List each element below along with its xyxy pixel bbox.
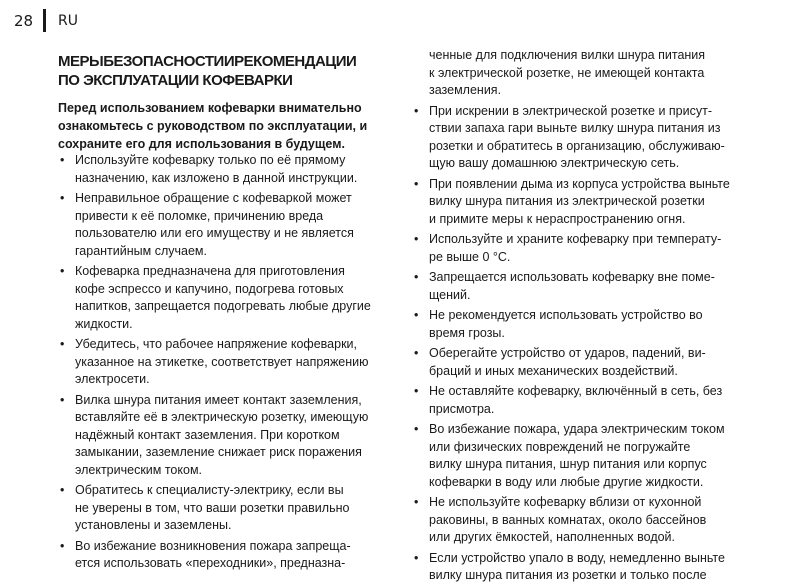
right-bullet-list (412, 47, 752, 588)
section-title: МЕРЫБЕЗОПАСНОСТИИРЕКОМЕНДАЦИИ ПО ЭКСПЛУАТАЦИИ КОФЕВАРКИ (58, 53, 357, 89)
list-item: • Используйте и храните кофеварку при температу- ре выше 0 °C. (412, 231, 752, 266)
list-item: • Убедитесь, что рабочее напряжение кофеварки, указанное на этикетке, соответствует напряжению электросети. (58, 336, 388, 389)
list-item: • Неправильное обращение с кофеваркой может привести к её поломке, причинению вреда пользователю или его имуществу и не является гарантийным случаем. (58, 190, 388, 260)
list-item: • Оберегайте устройство от ударов, падений, ви- браций и иных механических воздействий. (412, 345, 752, 380)
list-item: • При появлении дыма из корпуса устройства выньте вилку шнура питания из электрической розетки и примите меры к нераспространению огня. (412, 176, 752, 229)
list-item: • Не используйте кофеварку вблизи от кухонной раковины, в ванных комнатах, около бассейнов или других ёмкостей, наполненных водой. (412, 494, 752, 547)
intro-paragraph: Перед использованием кофеварки внимательно ознакомьтесь с руководством по эксплуатации, и сохраните его для использования в будущем. (58, 101, 368, 151)
list-item: • Во избежание возникновения пожара запреща- ется использовать «переходники», предназна- (58, 538, 388, 573)
page-number: 28 (14, 12, 34, 30)
list-item: • Используйте кофеварку только по её прямому назначению, как изложено в данной инструкции. (58, 152, 388, 187)
page-number-divider (43, 9, 46, 32)
list-item: • Обратитесь к специалисту-электрику, если вы не уверены в том, что ваши розетки правильно установлены и заземлены. (58, 482, 388, 535)
list-item: • Не рекомендуется использовать устройство во время грозы. (412, 307, 752, 342)
list-item: • Во избежание пожара, удара электрическим током или физических повреждений не погружайте вилку шнура питания, шнур питания или корпус кофеварки в воду или любые другие жидкости. (412, 421, 752, 491)
list-item: • Запрещается использовать кофеварку вне поме- щений. (412, 269, 752, 304)
language-code: RU (58, 13, 78, 29)
left-bullet-list (58, 152, 388, 576)
list-item: • Если устройство упало в воду, немедленно выньте вилку шнура питания из розетки и только после (412, 550, 752, 585)
list-item: • Кофеварка предназначена для приготовления кофе эспрессо и капучино, подогрева готовых напитков, запрещается подогревать любые другие жидкости. (58, 263, 388, 333)
list-item: • При искрении в электрической розетке и присут- ствии запаха гари выньте вилку шнура питания из розетки и обратитесь в организацию, обслуживаю- щую вашу домашнюю электрическую сеть. (412, 103, 752, 173)
list-item: • Вилка шнура питания имеет контакт заземления, вставляйте её в электрическую розетку, имеющую надёжный контакт заземления. При коротком замыкании, заземление снижает риск поражения электрическим током. (58, 392, 388, 480)
list-item: • Не оставляйте кофеварку, включённый в сеть, без присмотра. (412, 383, 752, 418)
list-item-continuation: ченные для подключения вилки шнура питания к электрической розетке, не имеющей контакта заземления. (429, 48, 706, 97)
